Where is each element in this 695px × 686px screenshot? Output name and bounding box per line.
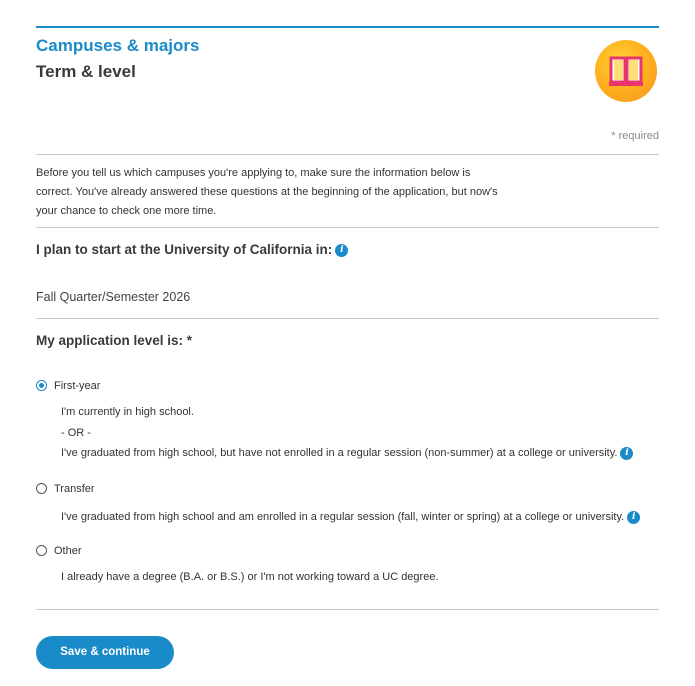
page-title: Term & level (36, 62, 136, 81)
intro-text (36, 164, 516, 221)
application-page (36, 26, 659, 658)
first-year-desc-line-2: - OR - (61, 426, 91, 439)
info-icon[interactable]: i (335, 244, 348, 257)
first-year-desc-line-3 (61, 443, 633, 464)
radio-transfer[interactable] (36, 483, 95, 495)
divider (36, 609, 659, 610)
first-year-desc-line-3-text: I've graduated from high school, but have not enrolled in a regular session (non-summer) at a college or university. (61, 447, 618, 459)
radio-button-selected[interactable] (36, 380, 47, 391)
first-year-desc-line-1: I'm currently in high school. (61, 406, 194, 418)
first-year-description (61, 402, 633, 464)
divider (36, 154, 659, 155)
other-desc-line-1: I already have a degree (B.A. or B.S.) or I'm not working toward a UC degree. (61, 571, 439, 583)
required-note: * required (611, 130, 659, 142)
start-term-label-text: I plan to start at the University of California in: (36, 242, 333, 257)
radio-button[interactable] (36, 483, 47, 494)
radio-other[interactable] (36, 545, 82, 557)
start-term-value: Fall Quarter/Semester 2026 (36, 290, 191, 304)
intro-line-3: your chance to check one more time. (36, 205, 217, 217)
application-level-label: My application level is: * (36, 333, 193, 348)
top-divider (36, 26, 659, 28)
radio-label-first-year: First-year (54, 380, 101, 392)
other-description (61, 567, 439, 588)
divider (36, 227, 659, 228)
radio-label-transfer: Transfer (54, 483, 95, 495)
section-title: Campuses & majors (36, 36, 200, 55)
radio-first-year[interactable] (36, 380, 100, 392)
info-icon[interactable]: i (627, 511, 640, 524)
transfer-description (61, 507, 640, 528)
radio-button[interactable] (36, 545, 47, 556)
save-continue-button[interactable]: Save & continue (36, 636, 174, 669)
intro-line-1: Before you tell us which campuses you're applying to, make sure the information below is (36, 167, 471, 179)
transfer-desc-line-1: I've graduated from high school and am enrolled in a regular session (fall, winter or spring) at a college or university. (61, 511, 625, 523)
intro-line-2: correct. You've already answered these questions at the beginning of the application, but now's (36, 186, 498, 198)
book-icon (595, 40, 657, 102)
divider (36, 318, 659, 319)
info-icon[interactable]: i (620, 447, 633, 460)
start-term-label (36, 242, 348, 257)
radio-label-other: Other (54, 545, 82, 557)
